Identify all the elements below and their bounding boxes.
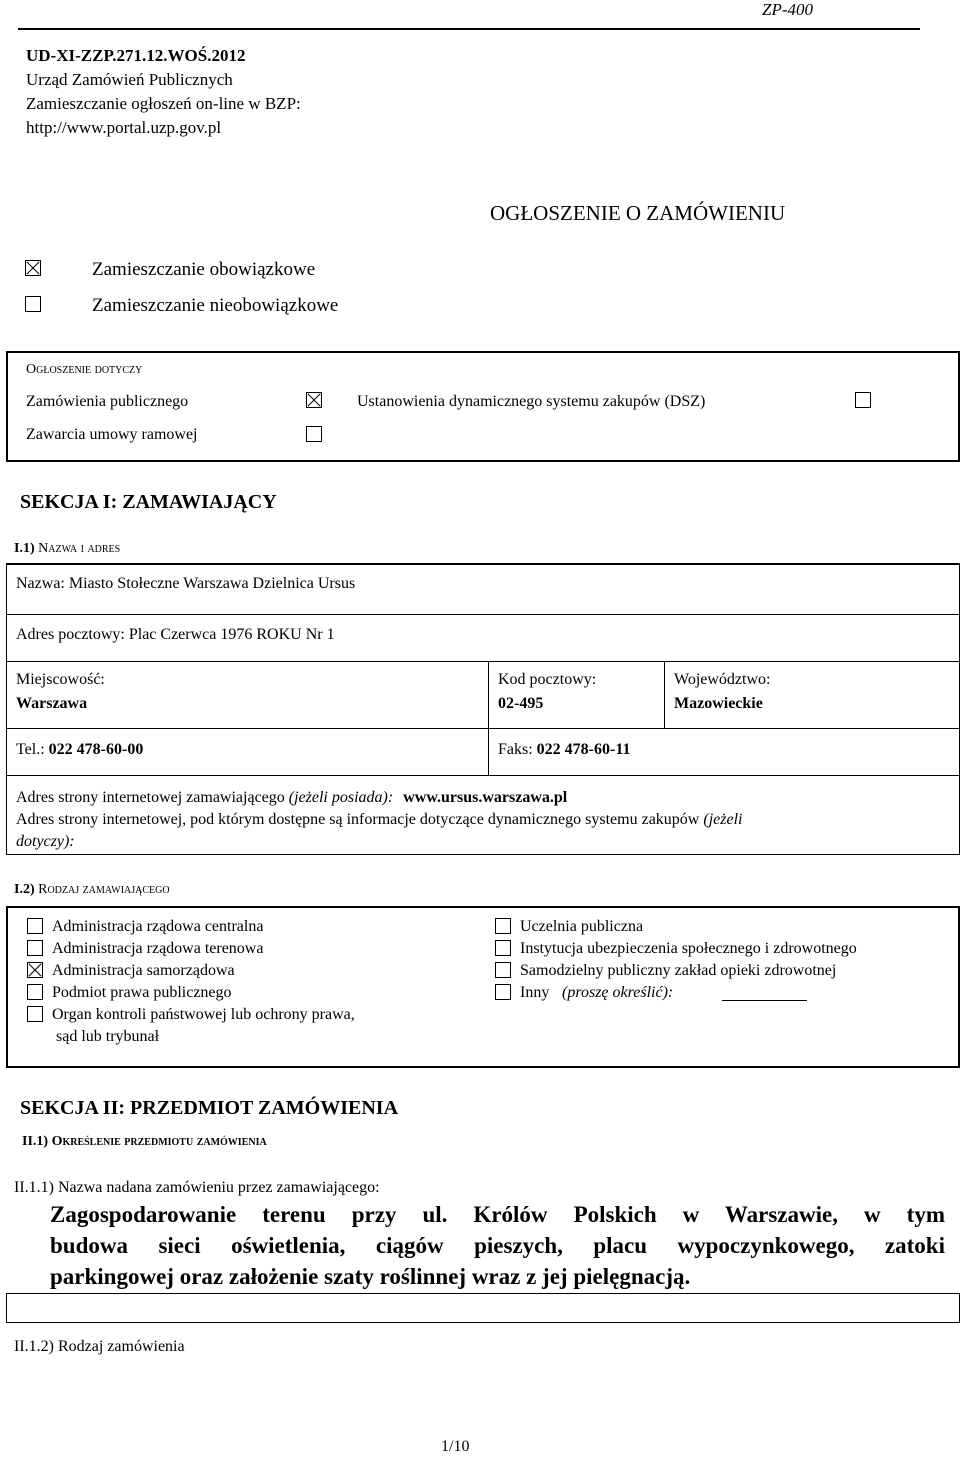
mandatory-checkbox[interactable] [25,260,41,276]
authority-type-right-label-2: Instytucja ubezpieczenia społecznego i zdrowotnego [520,940,857,957]
authority-type-right-checkbox-4[interactable] [495,984,511,1000]
order-name-label: II.1.1) Nazwa nadana zamówieniu przez zamawiającego: [14,1179,380,1196]
order-name-empty-box [6,1293,960,1323]
authority-type-right-checkbox-1[interactable] [495,918,511,934]
postal-value: 02-495 [498,695,544,712]
optional-checkbox[interactable] [25,296,41,312]
authority-type-right-checkbox-3[interactable] [495,962,511,978]
section2-sub1-heading: II.1) Określenie przedmiotu zamówienia [22,1134,267,1149]
public-order-checkbox[interactable] [306,392,322,408]
region-value: Mazowieckie [674,695,763,712]
city-label: Miejscowość: [16,671,105,688]
dsz-label: Ustanowienia dynamicznego systemu zakupów (DSZ) [357,393,706,410]
public-order-label: Zamówienia publicznego [26,393,189,410]
dsz-www-field: Adres strony internetowej, pod którym dostępne są informacje dotyczące dynamicznego systemu zakupów (jeżeli [16,811,743,828]
tel-row-box [6,728,960,776]
authority-type-left-continuation: sąd lub trybunał [56,1028,160,1045]
authority-type-left-label-3: Administracja samorządowa [52,962,235,979]
header-rule [18,28,920,30]
optional-label: Zamieszczanie nieobowiązkowe [92,295,339,316]
name-field: Nazwa: Miasto Stołeczne Warszawa Dzielnica Ursus [16,575,356,592]
authority-type-right-label-3: Samodzielny publiczny zakład opieki zdrowotnej [520,962,837,979]
postal-label: Kod pocztowy: [498,671,597,688]
authority-type-left-checkbox-3[interactable] [27,962,43,978]
region-label: Województwo: [674,671,771,688]
city-row-box [6,661,960,729]
dsz-www-note: dotyczy): [16,833,75,850]
notice-about-heading: Ogłoszenie dotyczy [26,362,143,377]
page-number: 1/10 [441,1438,470,1455]
dsz-checkbox[interactable] [855,392,871,408]
mandatory-label: Zamieszczanie obowiązkowe [92,259,316,280]
order-name-line-1: Zagospodarowanie terenu przy ul. Królów Polskich w Warszawie, w tym [50,1202,945,1227]
authority-type-left-label-1: Administracja rządowa centralna [52,918,264,935]
tel-field: Tel.: 022 478-60-00 [16,741,144,758]
authority-type-left-label-4: Podmiot prawa publicznego [52,984,232,1001]
form-code: ZP-400 [762,0,813,19]
city-row-divider-1 [488,661,489,729]
authority-type-left-label-5: Organ kontroli państwowej lub ochrony prawa, [52,1006,355,1023]
tel-row-divider [488,728,489,776]
authority-type-right-label-4: Inny [520,984,550,1001]
framework-label: Zawarcia umowy ramowej [26,426,198,443]
fax-field: Faks: 022 478-60-11 [498,741,631,758]
page-title: OGŁOSZENIE O ZAMÓWIENIU [490,201,786,225]
office-name: Urząd Zamówień Publicznych [26,70,233,89]
reference-number: UD-XI-ZZP.271.12.WOŚ.2012 [26,46,246,65]
section1-sub2-heading: I.2) Rodzaj zamawiającego [14,882,170,897]
publish-label: Zamieszczanie ogłoszeń on-line w BZP: [26,94,301,113]
order-name-line-3: parkingowej oraz założenie szaty roślinnej wraz z jej pielęgnacją. [50,1264,691,1289]
authority-type-left-checkbox-5[interactable] [27,1006,43,1022]
other-type-note: (proszę określić): [562,984,674,1001]
section1-sub1-heading: I.1) Nazwa i adres [14,541,121,556]
city-value: Warszawa [16,695,88,712]
www-link[interactable]: www.ursus.warszawa.pl [403,789,568,806]
authority-type-right-checkbox-2[interactable] [495,940,511,956]
authority-type-left-label-2: Administracja rządowa terenowa [52,940,264,957]
authority-type-right-label-1: Uczelnia publiczna [520,918,644,935]
authority-type-left-checkbox-2[interactable] [27,940,43,956]
section2-heading: SEKCJA II: PRZEDMIOT ZAMÓWIENIA [20,1097,399,1119]
authority-type-left-checkbox-4[interactable] [27,984,43,1000]
order-name-line-2: budowa sieci oświetlenia, ciągów pieszych, placu wypoczynkowego, zatoki [50,1233,945,1258]
address-field: Adres pocztowy: Plac Czerwca 1976 ROKU Nr 1 [16,626,335,643]
authority-type-left-checkbox-1[interactable] [27,918,43,934]
section1-heading: SEKCJA I: ZAMAWIAJĄCY [20,491,277,513]
other-type-fill-line[interactable] [722,1000,807,1001]
order-type-label: II.1.2) Rodzaj zamówienia [14,1338,185,1355]
framework-checkbox[interactable] [306,426,322,442]
city-row-divider-2 [664,661,665,729]
www-field: Adres strony internetowej zamawiającego (jeżeli posiada): www.ursus.warszawa.pl [16,789,568,806]
portal-url[interactable]: http://www.portal.uzp.gov.pl [26,118,222,137]
